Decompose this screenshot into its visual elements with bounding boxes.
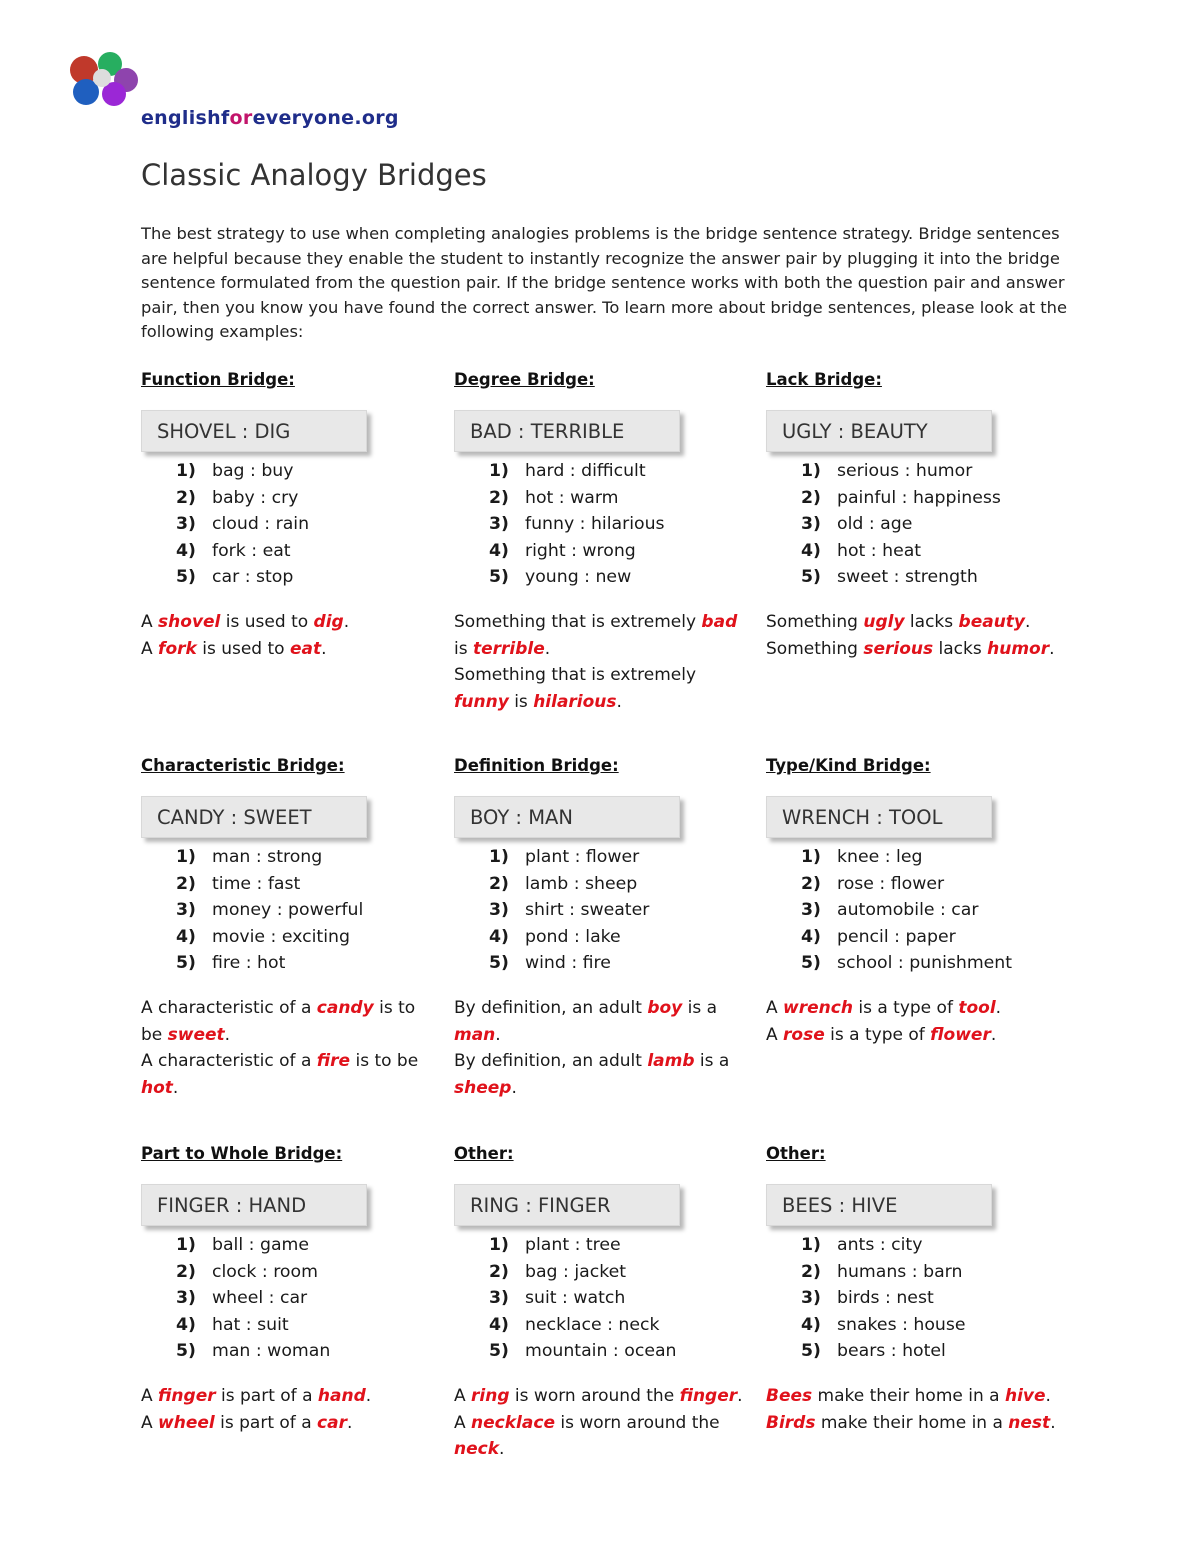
example-sentences: [766, 609, 1066, 662]
highlighted-word: candy: [316, 997, 374, 1018]
item-number: 1): [801, 1235, 821, 1255]
list-item: [766, 511, 1066, 538]
bridge-section: [766, 370, 1066, 662]
item-number: 4): [489, 540, 509, 561]
item-text: wheel : car: [212, 1288, 308, 1309]
item-number: 1): [176, 1235, 196, 1255]
item-text: funny : hilarious: [525, 514, 665, 535]
item-number: 1): [801, 461, 821, 481]
sentence-text: lacks: [933, 638, 988, 659]
list-item: [454, 564, 754, 591]
item-text: lamb : sheep: [525, 873, 638, 894]
item-number: 4): [176, 540, 196, 561]
item-text: shirt : sweater: [525, 900, 650, 921]
item-text: automobile : car: [837, 900, 979, 921]
list-item: [454, 1232, 754, 1259]
question-pair: CANDY : SWEET: [141, 796, 367, 838]
highlighted-word: nest: [1008, 1412, 1051, 1433]
item-number: 3): [176, 900, 196, 921]
item-number: 5): [489, 1341, 509, 1362]
item-text: fork : eat: [212, 540, 291, 561]
item-number: 4): [489, 1314, 509, 1335]
list-item: [141, 564, 441, 591]
sentence-text: .: [365, 1385, 372, 1406]
item-text: birds : nest: [837, 1288, 934, 1309]
item-text: baby : cry: [212, 487, 299, 508]
highlighted-word: hot: [141, 1077, 173, 1098]
list-item: [454, 511, 754, 538]
highlighted-word: rose: [783, 1024, 825, 1045]
list-item: [766, 1285, 1066, 1312]
highlighted-word: tool: [958, 997, 996, 1018]
example-sentence: [454, 1410, 754, 1463]
example-sentences: [766, 1383, 1066, 1436]
item-text: bag : jacket: [525, 1261, 627, 1282]
sentence-text: By definition, an adult: [454, 1051, 648, 1072]
list-item: [454, 1312, 754, 1339]
question-pair: BOY : MAN: [454, 796, 680, 838]
example-sentence: [141, 995, 441, 1048]
sentence-text: A: [141, 1385, 159, 1406]
section-heading: Degree Bridge:: [454, 370, 595, 389]
sentence-text: is worn around the: [509, 1385, 680, 1406]
example-sentence: [141, 1048, 441, 1101]
item-number: 5): [489, 953, 509, 974]
list-item: [454, 538, 754, 565]
list-item: [766, 924, 1066, 951]
site-name[interactable]: englishforeveryone.org: [141, 107, 399, 129]
item-number: 2): [489, 873, 509, 894]
list-item: [141, 538, 441, 565]
item-text: hot : heat: [837, 540, 922, 561]
sentence-text: is: [454, 638, 473, 659]
item-number: 1): [489, 1235, 509, 1255]
sentence-text: is part of a: [215, 1385, 318, 1406]
list-item: [766, 485, 1066, 512]
item-text: painful : happiness: [837, 487, 1001, 508]
list-item: [141, 950, 441, 977]
item-text: wind : fire: [525, 953, 611, 974]
highlighted-word: sheep: [454, 1077, 512, 1098]
item-text: young : new: [525, 567, 632, 588]
highlighted-word: flower: [930, 1024, 991, 1045]
sentence-text: .: [995, 997, 1002, 1018]
section-heading: Other:: [766, 1144, 826, 1163]
bridge-section: [766, 1144, 1066, 1436]
item-text: plant : flower: [525, 847, 640, 867]
list-item: [141, 1312, 441, 1339]
section-heading: Part to Whole Bridge:: [141, 1144, 343, 1163]
list-item: [141, 871, 441, 898]
item-number: 4): [176, 1314, 196, 1335]
list-item: [766, 564, 1066, 591]
sentence-text: A: [766, 997, 784, 1018]
list-item: [141, 1259, 441, 1286]
sentence-text: .: [1049, 638, 1055, 659]
highlighted-word: neck: [454, 1439, 500, 1460]
item-number: 2): [489, 1261, 509, 1282]
item-number: 2): [176, 487, 196, 508]
bridge-section: [454, 370, 754, 715]
list-item: [454, 844, 754, 871]
item-number: 1): [489, 461, 509, 481]
question-pair: FINGER : HAND: [141, 1184, 367, 1226]
answer-list: [141, 1232, 441, 1365]
highlighted-word: ring: [471, 1385, 510, 1406]
sentence-text: .: [511, 1077, 517, 1098]
item-text: time : fast: [212, 873, 301, 894]
list-item: [141, 1338, 441, 1365]
list-item: [454, 897, 754, 924]
list-item: [766, 1338, 1066, 1365]
example-sentences: [454, 609, 754, 715]
question-pair: UGLY : BEAUTY: [766, 410, 992, 452]
item-number: 5): [801, 567, 821, 588]
highlighted-word: fork: [158, 638, 197, 659]
highlighted-word: beauty: [958, 611, 1026, 632]
section-heading: Characteristic Bridge:: [141, 756, 345, 775]
item-number: 5): [176, 1341, 196, 1362]
list-item: [141, 485, 441, 512]
sentence-text: .: [495, 1024, 501, 1045]
item-number: 5): [801, 1341, 821, 1362]
sentence-text: lacks: [904, 611, 959, 632]
sentence-text: .: [616, 691, 622, 712]
item-number: 1): [176, 461, 196, 481]
highlighted-word: lamb: [647, 1051, 695, 1072]
highlighted-word: finger: [158, 1385, 216, 1406]
list-item: [141, 511, 441, 538]
example-sentences: [766, 995, 1066, 1048]
sentence-text: make their home in a: [812, 1385, 1005, 1406]
item-number: 3): [489, 514, 509, 535]
item-number: 3): [489, 900, 509, 921]
list-item: [454, 950, 754, 977]
sentence-text: is a type of: [824, 1024, 931, 1045]
sentence-text: is a: [694, 1051, 730, 1072]
item-number: 5): [489, 567, 509, 588]
item-text: hat : suit: [212, 1314, 289, 1335]
item-text: bag : buy: [212, 461, 294, 481]
example-sentence: [454, 995, 754, 1048]
highlighted-word: fire: [316, 1051, 351, 1072]
item-text: car : stop: [212, 567, 294, 588]
list-item: [454, 1259, 754, 1286]
sentence-text: .: [172, 1077, 179, 1098]
item-text: fire : hot: [212, 953, 286, 974]
sentence-text: A characteristic of a: [141, 1051, 317, 1072]
example-sentence: [454, 1383, 754, 1410]
question-pair: RING : FINGER: [454, 1184, 680, 1226]
highlighted-word: serious: [863, 638, 934, 659]
sentence-text: is to be: [141, 997, 416, 1045]
item-number: 4): [801, 926, 821, 947]
example-sentence: [766, 1022, 1066, 1049]
item-number: 5): [176, 953, 196, 974]
sentence-text: .: [1045, 1385, 1051, 1406]
item-number: 2): [801, 1261, 821, 1282]
sentence-text: is used to: [196, 638, 290, 659]
sentence-text: is worn around the: [554, 1412, 720, 1433]
answer-list: [766, 458, 1066, 591]
question-pair: BAD : TERRIBLE: [454, 410, 680, 452]
item-number: 3): [801, 514, 821, 535]
example-sentence: [766, 995, 1066, 1022]
highlighted-word: terrible: [472, 638, 545, 659]
highlighted-word: man: [454, 1024, 496, 1045]
item-number: 1): [489, 847, 509, 867]
item-number: 4): [489, 926, 509, 947]
item-number: 2): [489, 487, 509, 508]
bridge-section: [141, 370, 441, 662]
section-heading: Definition Bridge:: [454, 756, 619, 775]
item-number: 5): [801, 953, 821, 974]
sentence-text: .: [499, 1439, 505, 1460]
list-item: [766, 897, 1066, 924]
highlighted-word: car: [317, 1412, 347, 1433]
answer-list: [454, 844, 754, 977]
item-text: pencil : paper: [837, 926, 956, 947]
item-number: 2): [801, 873, 821, 894]
sentence-text: Something that is extremely: [454, 611, 702, 632]
item-number: 4): [176, 926, 196, 947]
example-sentence: [141, 1410, 441, 1437]
highlighted-word: wheel: [158, 1412, 215, 1433]
item-number: 5): [176, 567, 196, 588]
sentence-text: A: [766, 1024, 784, 1045]
item-text: ants : city: [837, 1235, 923, 1255]
highlighted-word: eat: [289, 638, 322, 659]
sentence-text: A: [141, 1412, 159, 1433]
item-text: money : powerful: [212, 900, 364, 921]
list-item: [454, 924, 754, 951]
item-text: suit : watch: [525, 1288, 626, 1309]
section-heading: Lack Bridge:: [766, 370, 882, 389]
sentence-text: .: [737, 1385, 743, 1406]
sentence-text: is part of a: [214, 1412, 318, 1433]
section-heading: Type/Kind Bridge:: [766, 756, 931, 775]
list-item: [454, 871, 754, 898]
section-heading: Function Bridge:: [141, 370, 295, 389]
sentence-text: A: [454, 1412, 472, 1433]
item-text: school : punishment: [837, 953, 1013, 974]
section-heading: Other:: [454, 1144, 514, 1163]
item-text: necklace : neck: [525, 1314, 660, 1335]
item-number: 4): [801, 1314, 821, 1335]
item-number: 3): [801, 900, 821, 921]
item-text: movie : exciting: [212, 926, 350, 947]
sentence-text: .: [346, 1412, 353, 1433]
highlighted-word: hand: [317, 1385, 366, 1406]
sentence-text: .: [544, 638, 551, 659]
list-item: [766, 1312, 1066, 1339]
item-number: 3): [489, 1288, 509, 1309]
item-text: clock : room: [212, 1261, 318, 1282]
sentence-text: is: [508, 691, 534, 712]
example-sentence: [454, 1048, 754, 1101]
highlighted-word: ugly: [863, 611, 905, 632]
example-sentences: [454, 995, 754, 1101]
highlighted-word: necklace: [471, 1412, 555, 1433]
sentence-text: is a type of: [852, 997, 959, 1018]
item-number: 1): [176, 847, 196, 867]
answer-list: [766, 844, 1066, 977]
answer-list: [141, 844, 441, 977]
item-number: 3): [176, 514, 196, 535]
item-text: hard : difficult: [525, 461, 646, 481]
example-sentence: [141, 1383, 441, 1410]
highlighted-word: hive: [1004, 1385, 1046, 1406]
sentence-text: By definition, an adult: [454, 997, 648, 1018]
item-text: cloud : rain: [212, 514, 310, 535]
list-item: [766, 871, 1066, 898]
item-text: mountain : ocean: [525, 1341, 677, 1362]
example-sentences: [141, 609, 441, 662]
list-item: [454, 1285, 754, 1312]
answer-list: [454, 1232, 754, 1365]
sentence-text: .: [1050, 1412, 1056, 1433]
example-sentence: [454, 662, 754, 715]
example-sentences: [141, 995, 441, 1101]
list-item: [766, 538, 1066, 565]
item-text: man : strong: [212, 847, 323, 867]
highlighted-word: wrench: [783, 997, 853, 1018]
list-item: [141, 458, 441, 485]
example-sentence: [454, 609, 754, 662]
example-sentence: [766, 636, 1066, 663]
list-item: [141, 1232, 441, 1259]
list-item: [766, 950, 1066, 977]
highlighted-word: shovel: [158, 611, 221, 632]
item-number: 2): [176, 1261, 196, 1282]
item-number: 3): [801, 1288, 821, 1309]
example-sentences: [141, 1383, 441, 1436]
item-text: bears : hotel: [837, 1341, 946, 1362]
question-pair: SHOVEL : DIG: [141, 410, 367, 452]
item-number: 2): [801, 487, 821, 508]
bridge-section: [141, 1144, 441, 1436]
item-number: 2): [176, 873, 196, 894]
list-item: [454, 485, 754, 512]
list-item: [766, 1232, 1066, 1259]
list-item: [454, 1338, 754, 1365]
intro-paragraph: The best strategy to use when completing analogies problems is the bridge sentence strategy. Bridge sentences are helpful because they enable the student to instantly recognize the answer pair by plugging it into the bridge sentence formulated from the question pair. If the bridge sentence works with both the question pair and answer pair, then you know you have found the correct answer. To learn more about bridge sentences, please look at the following examples:: [141, 224, 1067, 342]
item-text: snakes : house: [837, 1314, 966, 1335]
highlighted-word: finger: [679, 1385, 738, 1406]
bridge-section: [454, 756, 754, 1101]
highlighted-word: funny: [454, 691, 509, 712]
list-item: [766, 844, 1066, 871]
list-item: [141, 1285, 441, 1312]
sentence-text: .: [990, 1024, 997, 1045]
item-text: rose : flower: [837, 873, 945, 894]
example-sentence: [766, 1410, 1066, 1437]
sentence-text: A: [141, 611, 159, 632]
list-item: [454, 458, 754, 485]
sentence-text: is to be: [350, 1051, 419, 1072]
list-item: [141, 844, 441, 871]
logo-icon: [64, 50, 140, 108]
bridge-section: [766, 756, 1066, 1048]
highlighted-word: bad: [701, 611, 738, 632]
highlighted-word: boy: [647, 997, 683, 1018]
item-text: right : wrong: [525, 540, 636, 561]
item-number: 4): [801, 540, 821, 561]
sentence-text: A characteristic of a: [141, 997, 317, 1018]
sentence-text: A: [454, 1385, 472, 1406]
sentence-text: A: [141, 638, 159, 659]
item-text: humans : barn: [837, 1261, 963, 1282]
sentence-text: Something: [766, 638, 864, 659]
example-sentences: [454, 1383, 754, 1463]
item-text: man : woman: [212, 1341, 331, 1362]
sentence-text: .: [224, 1024, 231, 1045]
example-sentence: [766, 1383, 1066, 1410]
item-text: sweet : strength: [837, 567, 978, 588]
sentence-text: .: [1025, 611, 1031, 632]
item-text: plant : tree: [525, 1235, 621, 1255]
item-text: knee : leg: [837, 847, 923, 867]
item-text: hot : warm: [525, 487, 619, 508]
highlighted-word: sweet: [167, 1024, 225, 1045]
example-sentence: [141, 636, 441, 663]
answer-list: [141, 458, 441, 591]
page-title: Classic Analogy Bridges: [141, 158, 487, 192]
list-item: [141, 924, 441, 951]
item-text: ball : game: [212, 1235, 309, 1255]
item-text: old : age: [837, 514, 913, 535]
sentence-text: Something that is extremely: [454, 665, 697, 686]
bridge-section: [454, 1144, 754, 1463]
question-pair: WRENCH : TOOL: [766, 796, 992, 838]
item-number: 1): [801, 847, 821, 867]
sentence-text: .: [321, 638, 327, 659]
answer-list: [766, 1232, 1066, 1365]
sentence-text: make their home in a: [815, 1412, 1009, 1433]
highlighted-word: Bees: [766, 1385, 813, 1406]
highlighted-word: Birds: [766, 1412, 816, 1433]
question-pair: BEES : HIVE: [766, 1184, 992, 1226]
bridge-section: [141, 756, 441, 1101]
sentence-text: is used to: [220, 611, 314, 632]
item-number: 3): [176, 1288, 196, 1309]
list-item: [141, 897, 441, 924]
highlighted-word: hilarious: [533, 691, 617, 712]
example-sentence: [141, 609, 441, 636]
item-text: serious : humor: [837, 461, 973, 481]
sentence-text: is a: [682, 997, 718, 1018]
sentence-text: .: [343, 611, 350, 632]
highlighted-word: humor: [987, 638, 1050, 659]
answer-list: [454, 458, 754, 591]
highlighted-word: dig: [313, 611, 344, 632]
list-item: [766, 458, 1066, 485]
example-sentence: [766, 609, 1066, 636]
list-item: [766, 1259, 1066, 1286]
item-text: pond : lake: [525, 926, 621, 947]
sentence-text: Something: [766, 611, 864, 632]
